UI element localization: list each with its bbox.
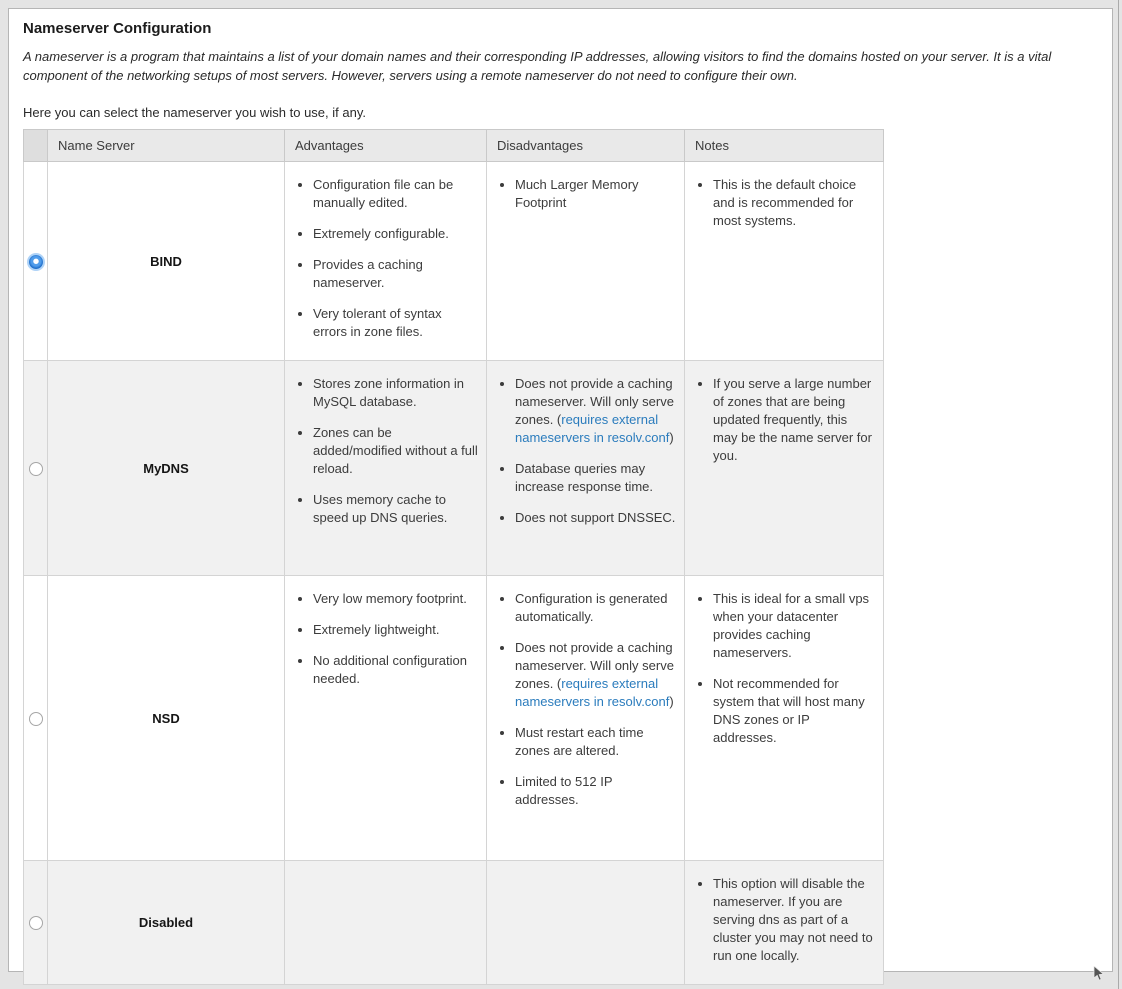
disadvantages-list xyxy=(491,165,678,212)
nameserver-configuration-panel xyxy=(8,8,1113,972)
radio-mydns[interactable] xyxy=(29,462,43,476)
list-item: • Stores zone information in MySQL database. xyxy=(313,375,478,411)
column-header-advantages: Advantages xyxy=(285,130,487,162)
disadvantages-cell-bind xyxy=(487,162,685,361)
list-item: • Does not provide a caching nameserver. Will only serve zones. (requires external nameservers in resolv.conf) xyxy=(515,639,676,711)
resolv-conf-link[interactable]: requires external nameservers in resolv.conf xyxy=(515,676,670,709)
nameserver-table xyxy=(23,129,884,985)
table-row-bind xyxy=(24,162,884,361)
disadvantages-list xyxy=(491,364,678,527)
list-item: • This is the default choice and is recommended for most systems. xyxy=(713,176,875,230)
list-item: • Does not provide a caching nameserver. Will only serve zones. (requires external nameservers in resolv.conf) xyxy=(515,375,676,447)
notes-list xyxy=(689,364,877,465)
advantages-cell-mydns xyxy=(285,361,487,576)
list-item: • Configuration file can be manually edited. xyxy=(313,176,478,212)
disadvantages-cell-mydns xyxy=(487,361,685,576)
list-item: • If you serve a large number of zones that are being updated frequently, this may be the name server for you. xyxy=(713,375,875,465)
advantages-list xyxy=(289,165,480,341)
advantages-list xyxy=(289,364,480,527)
column-header-notes: Notes xyxy=(685,130,884,162)
radio-cell-disabled xyxy=(24,861,48,985)
notes-cell-bind xyxy=(685,162,884,361)
table-header-row xyxy=(24,130,884,162)
list-item: • Much Larger Memory Footprint xyxy=(515,176,676,212)
list-item: • Limited to 512 IP addresses. xyxy=(515,773,676,809)
table-row-disabled xyxy=(24,861,884,985)
list-item: • Very tolerant of syntax errors in zone files. xyxy=(313,305,478,341)
advantages-cell-disabled xyxy=(285,861,487,985)
select-hint: Here you can select the nameserver you wish to use, if any. xyxy=(23,105,366,120)
page-title: Nameserver Configuration xyxy=(23,20,212,37)
table-row-mydns xyxy=(24,361,884,576)
list-item: • Zones can be added/modified without a full reload. xyxy=(313,424,478,478)
notes-cell-disabled xyxy=(685,861,884,985)
list-item: • Configuration is generated automatically. xyxy=(515,590,676,626)
list-item: • Not recommended for system that will host many DNS zones or IP addresses. xyxy=(713,675,875,747)
list-item: • Must restart each time zones are altered. xyxy=(515,724,676,760)
notes-cell-nsd xyxy=(685,576,884,861)
disadvantages-list xyxy=(491,579,678,809)
radio-cell-mydns xyxy=(24,361,48,576)
list-item: • Extremely lightweight. xyxy=(313,621,478,639)
resolv-conf-link[interactable]: requires external nameservers in resolv.conf xyxy=(515,412,670,445)
notes-list xyxy=(689,165,877,230)
nameserver-table-body xyxy=(24,162,884,985)
notes-cell-mydns xyxy=(685,361,884,576)
list-item: • No additional configuration needed. xyxy=(313,652,478,688)
list-item: • Does not support DNSSEC. xyxy=(515,509,676,527)
advantages-cell-bind xyxy=(285,162,487,361)
radio-cell-nsd xyxy=(24,576,48,861)
disadvantages-cell-disabled xyxy=(487,861,685,985)
list-item: • Very low memory footprint. xyxy=(313,590,478,608)
column-header-name-server: Name Server xyxy=(48,130,285,162)
window-edge-divider xyxy=(1118,0,1119,989)
nameserver-name-disabled: Disabled xyxy=(48,861,285,985)
list-item: • This option will disable the nameserver. If you are serving dns as part of a cluster you may not need to run one locally. xyxy=(713,875,875,965)
disadvantages-cell-nsd xyxy=(487,576,685,861)
list-item: • Extremely configurable. xyxy=(313,225,478,243)
notes-list xyxy=(689,579,877,747)
nameserver-name-nsd: NSD xyxy=(48,576,285,861)
advantages-cell-nsd xyxy=(285,576,487,861)
column-header-radio xyxy=(24,130,48,162)
radio-cell-bind xyxy=(24,162,48,361)
radio-disabled[interactable] xyxy=(29,916,43,930)
radio-nsd[interactable] xyxy=(29,712,43,726)
intro-text: A nameserver is a program that maintains a list of your domain names and their corresponding IP addresses, allowing visitors to find the domains hosted on your server. It is a vital component of the networking setups of most servers. However, servers using a remote nameserver do not need to configure their own. xyxy=(23,49,1052,83)
column-header-disadvantages: Disadvantages xyxy=(487,130,685,162)
list-item: • This is ideal for a small vps when your datacenter provides caching nameservers. xyxy=(713,590,875,662)
nameserver-name-mydns: MyDNS xyxy=(48,361,285,576)
advantages-list xyxy=(289,579,480,688)
list-item: • Uses memory cache to speed up DNS queries. xyxy=(313,491,478,527)
radio-bind[interactable] xyxy=(29,255,43,269)
table-row-nsd xyxy=(24,576,884,861)
notes-list xyxy=(689,864,877,965)
list-item: • Provides a caching nameserver. xyxy=(313,256,478,292)
nameserver-name-bind: BIND xyxy=(48,162,285,361)
list-item: • Database queries may increase response time. xyxy=(515,460,676,496)
